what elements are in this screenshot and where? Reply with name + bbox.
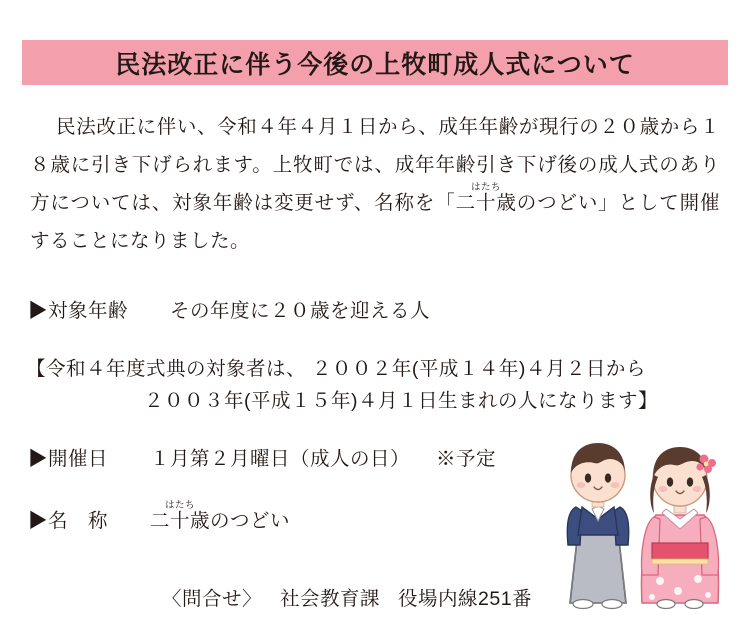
bullet-marker-target: ▶: [28, 300, 49, 322]
ruby-base-name: 二十歳: [150, 510, 211, 532]
item-target-age: [28, 295, 430, 323]
ruby-text-name: はたち: [150, 500, 211, 511]
item-event-date: [28, 443, 496, 471]
bracket-note-line1: 【令和４年度式典の対象者は、 ２００２年(平成１４年)４月２日から: [26, 358, 646, 380]
bracket-note-line2: ２００３年(平成１５年)４月１日生まれの人になります】: [144, 390, 658, 412]
item-event-name: [28, 500, 290, 533]
item-note-date: ※予定: [436, 448, 497, 470]
body-paragraph: [30, 108, 720, 260]
female-figure: [642, 447, 719, 609]
ruby-text-body: はたち: [455, 182, 517, 193]
title-banner: [22, 40, 728, 85]
ruby-hatachi-name: [150, 500, 211, 532]
contact-prefix: 〈問合せ〉: [162, 588, 263, 610]
item-value-name-rest: のつどい: [210, 510, 291, 532]
coming-of-age-couple-illustration: [548, 415, 738, 610]
item-label-date: 開催日: [48, 448, 109, 470]
bullet-marker-date: ▶: [28, 448, 49, 470]
item-label-name: 名 称: [48, 510, 109, 532]
body-text-part2: のつどい」として開催することになりました。: [30, 192, 720, 252]
contact-line: [162, 583, 532, 611]
ruby-base-body: 二十歳: [455, 192, 517, 214]
item-value-date: １月第２月曜日（成人の日）: [150, 448, 411, 470]
item-label-target: 対象年齢: [48, 300, 129, 322]
male-figure: [567, 443, 628, 609]
contact-department: 社会教育課: [280, 588, 381, 610]
contact-extension: 役場内線251番: [398, 588, 533, 610]
bullet-marker-name: ▶: [28, 510, 49, 532]
body-text-part1: 民法改正に伴い、令和４年４月１日から、成年年齢が現行の２０歳から１８歳に引き下げられます。上牧町では、成年年齢引き下げ後の成人式のあり方については、対象年齢は変更せず、名称を「: [30, 116, 720, 214]
page-title: 民法改正に伴う今後の上牧町成人式について: [115, 50, 635, 79]
item-value-target: その年度に２０歳を迎える人: [170, 300, 431, 322]
item-value-name: [150, 500, 291, 532]
ruby-hatachi-body: [455, 182, 517, 214]
